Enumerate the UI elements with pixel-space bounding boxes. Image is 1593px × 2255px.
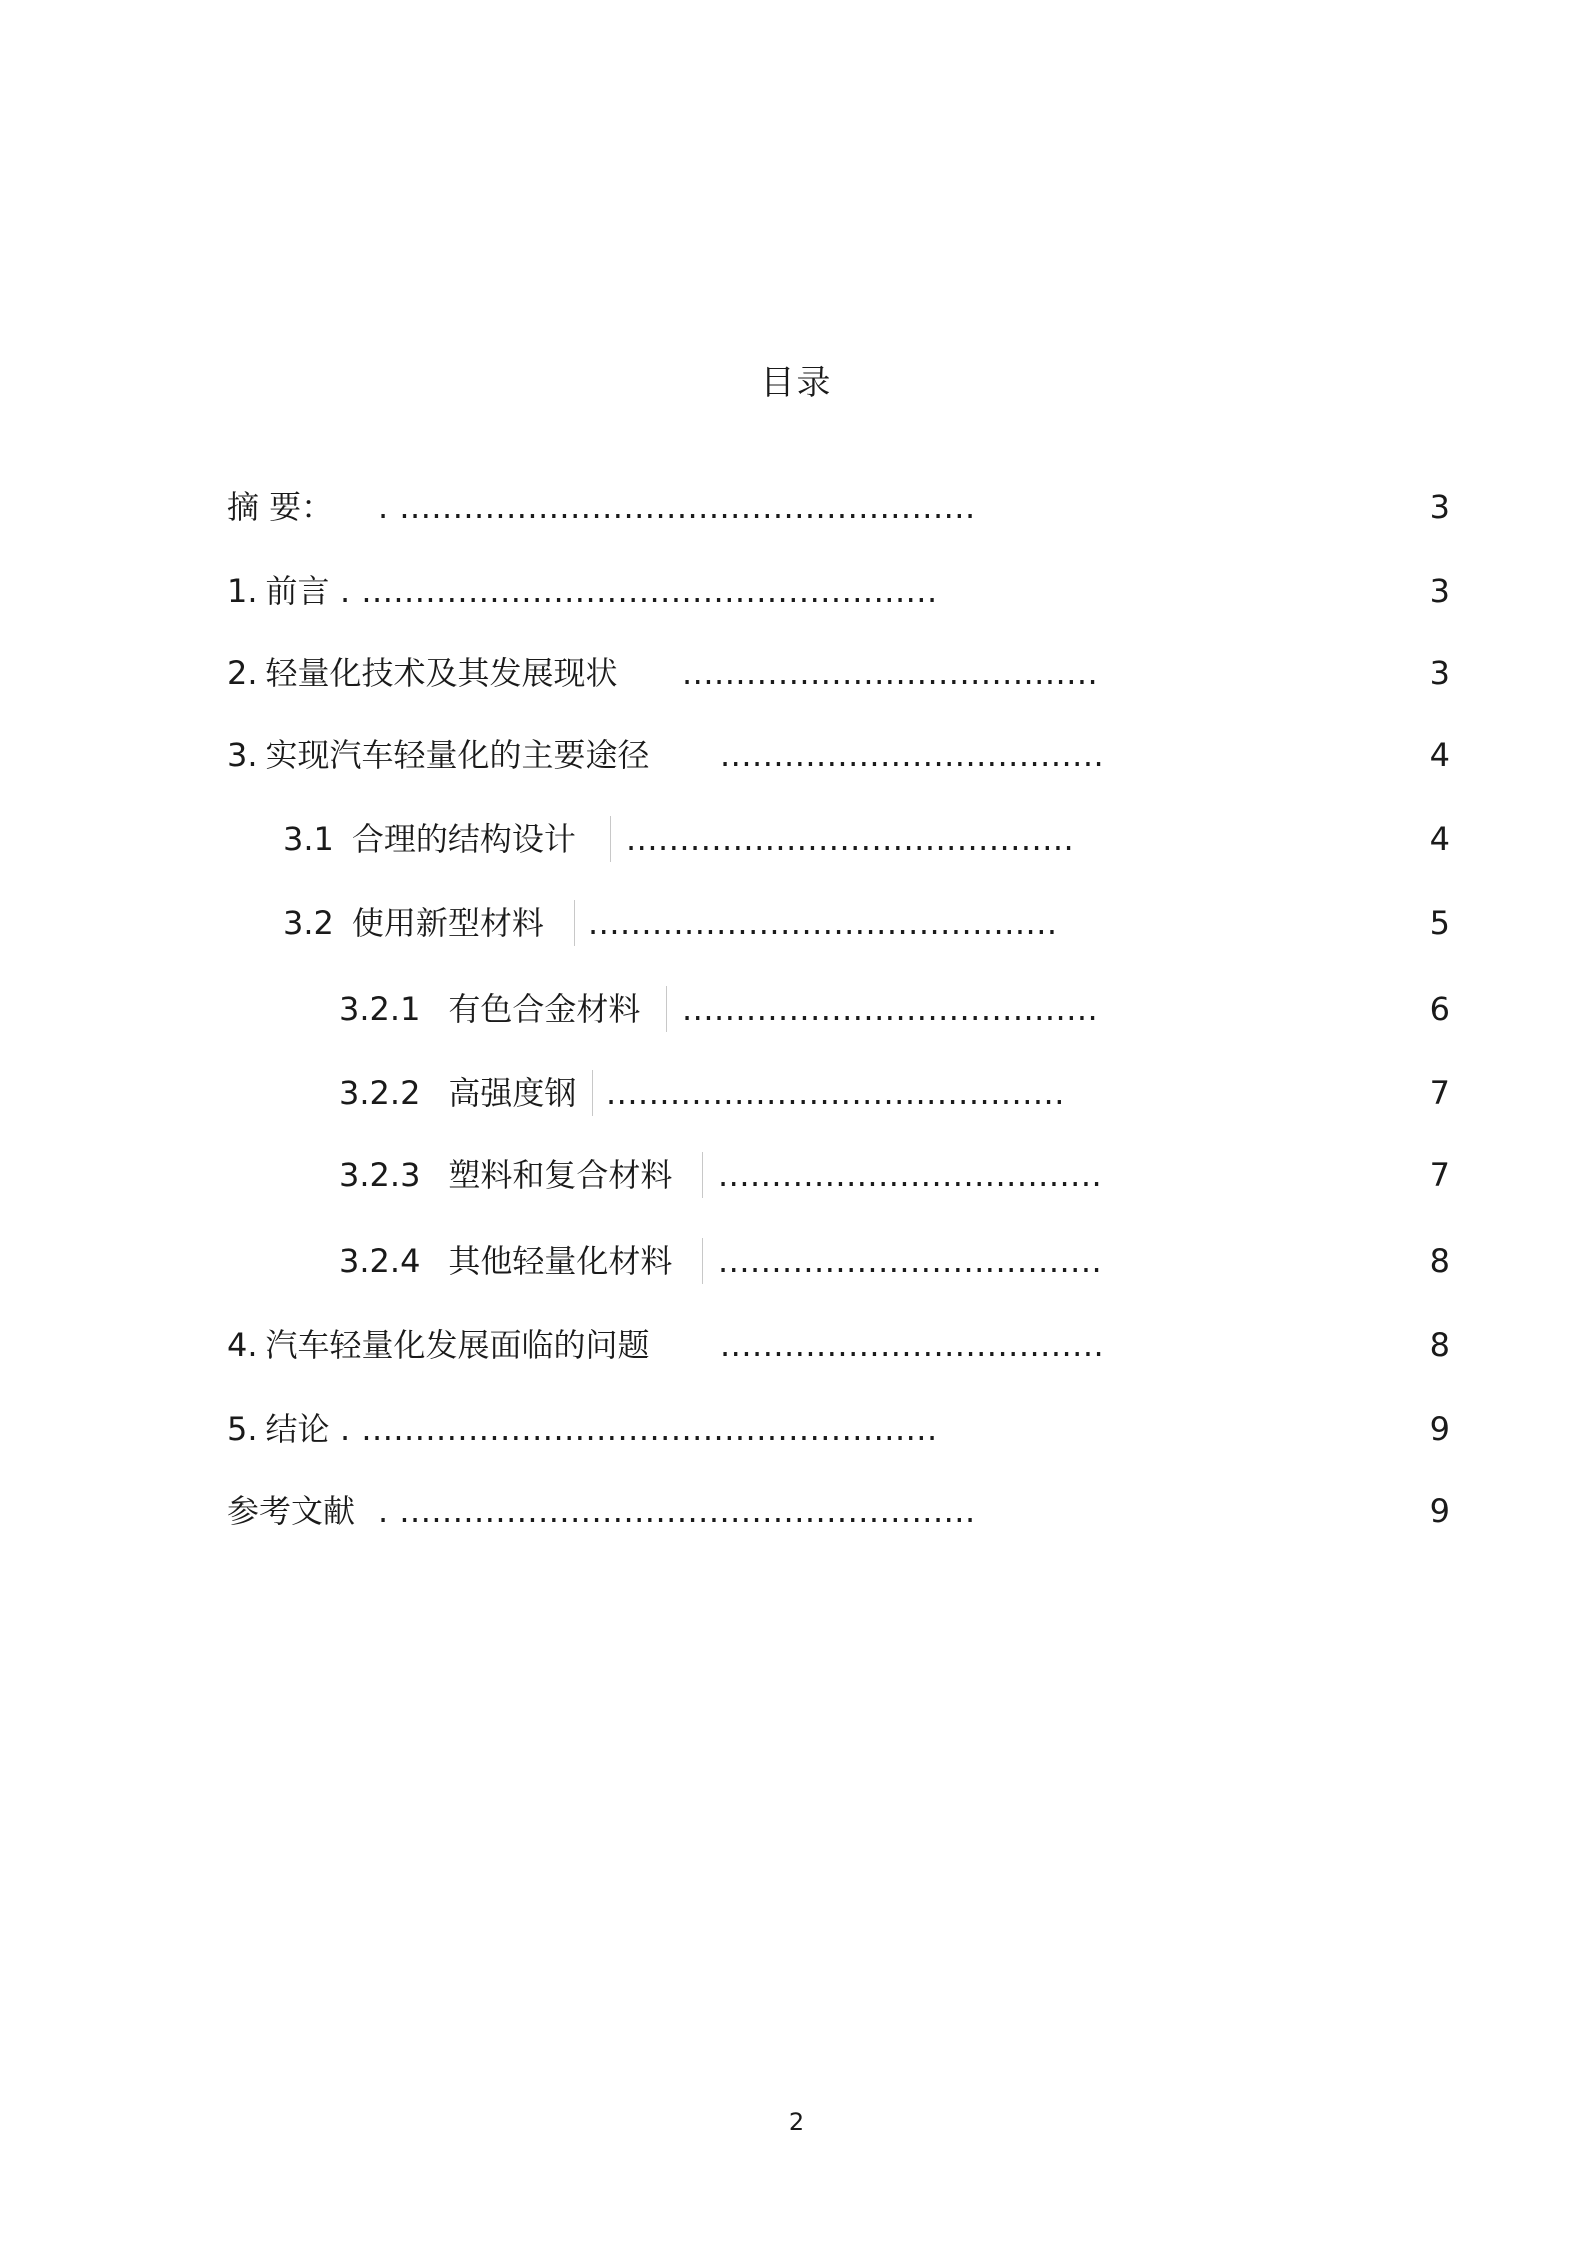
- toc-entry-label: 使用新型材料: [351, 904, 544, 942]
- toc-entry-section-3-2-1[interactable]: [0, 984, 1593, 1034]
- toc-entry-conclusion[interactable]: [0, 1404, 1593, 1454]
- text-cursor-marker: [702, 1152, 703, 1198]
- toc-entry-number: 3.2.2: [339, 1074, 421, 1112]
- toc-leader: ............................................: [588, 904, 1058, 942]
- toc-leader: .......................................: [682, 990, 1099, 1028]
- toc-entry-label: 塑料和复合材料: [448, 1156, 673, 1194]
- toc-leader: . ......................................................: [378, 488, 976, 526]
- toc-entry-number: 3.1: [283, 820, 334, 858]
- toc-entry-number: 3.2.4: [339, 1242, 421, 1280]
- toc-entry-section-3-2-2[interactable]: [0, 1068, 1593, 1118]
- toc-leader: ...........................................: [606, 1074, 1065, 1112]
- toc-entry-section-2[interactable]: [0, 648, 1593, 698]
- toc-leader: . ......................................................: [340, 1410, 938, 1448]
- toc-leader: .......................................: [682, 654, 1099, 692]
- toc-page-number: 6: [1429, 990, 1450, 1028]
- toc-entry-label: 轻量化技术及其发展现状: [265, 654, 618, 692]
- toc-entry-label: 高强度钢: [448, 1074, 577, 1112]
- toc-entry-preface[interactable]: [0, 566, 1593, 616]
- toc-leader: . ......................................................: [340, 572, 938, 610]
- toc-entry-label: 有色合金材料: [448, 990, 641, 1028]
- toc-page-number: 4: [1429, 820, 1450, 858]
- toc-entry-label: 前言: [265, 572, 330, 610]
- toc-page-number: 9: [1429, 1492, 1450, 1530]
- text-cursor-marker: [610, 816, 611, 862]
- toc-leader: . ......................................................: [378, 1492, 976, 1530]
- toc-entry-number: 3.2: [283, 904, 334, 942]
- toc-page-number: 4: [1429, 736, 1450, 774]
- toc-entry-section-3-2[interactable]: [0, 898, 1593, 948]
- toc-leader: ....................................: [718, 1156, 1103, 1194]
- text-cursor-marker: [592, 1070, 593, 1116]
- toc-page-number: 3: [1429, 488, 1450, 526]
- toc-entry-abstract[interactable]: [0, 482, 1593, 532]
- toc-entry-label: 其他轻量化材料: [448, 1242, 673, 1280]
- toc-entry-label: 实现汽车轻量化的主要途径: [265, 736, 650, 774]
- toc-page-number: 7: [1429, 1156, 1450, 1194]
- toc-page-number: 5: [1429, 904, 1450, 942]
- toc-page-number: 7: [1429, 1074, 1450, 1112]
- toc-entry-section-3-2-4[interactable]: [0, 1236, 1593, 1286]
- toc-entry-number: 5.: [227, 1410, 258, 1448]
- toc-page-number: 9: [1429, 1410, 1450, 1448]
- toc-entry-number: 1.: [227, 572, 258, 610]
- text-cursor-marker: [702, 1238, 703, 1284]
- page-title: 目录: [760, 363, 833, 403]
- toc-entry-section-4[interactable]: [0, 1320, 1593, 1370]
- toc-entry-number: 3.2.3: [339, 1156, 421, 1194]
- toc-page-number: 8: [1429, 1242, 1450, 1280]
- toc-entry-section-3-1[interactable]: [0, 814, 1593, 864]
- toc-entry-number: 3.: [227, 736, 258, 774]
- toc-entry-label: 参考文献: [227, 1492, 356, 1530]
- toc-entry-section-3[interactable]: [0, 730, 1593, 780]
- page-number-footer: 2: [788, 2108, 805, 2136]
- toc-entry-number: 3.2.1: [339, 990, 421, 1028]
- toc-entry-number: 2.: [227, 654, 258, 692]
- toc-leader: ..........................................: [626, 820, 1075, 858]
- toc-leader: ....................................: [720, 736, 1105, 774]
- toc-page-number: 8: [1429, 1326, 1450, 1364]
- toc-page-number: 3: [1429, 572, 1450, 610]
- text-cursor-marker: [666, 986, 667, 1032]
- toc-entry-number: 4.: [227, 1326, 258, 1364]
- toc-entry-references[interactable]: [0, 1486, 1593, 1536]
- toc-entry-label: 摘 要：: [227, 488, 334, 526]
- toc-entry-section-3-2-3[interactable]: [0, 1150, 1593, 1200]
- toc-leader: ....................................: [720, 1326, 1105, 1364]
- toc-leader: ....................................: [718, 1242, 1103, 1280]
- toc-page-number: 3: [1429, 654, 1450, 692]
- text-cursor-marker: [574, 900, 575, 946]
- toc-entry-label: 结论: [265, 1410, 330, 1448]
- toc-entry-label: 合理的结构设计: [351, 820, 576, 858]
- toc-entry-label: 汽车轻量化发展面临的问题: [265, 1326, 650, 1364]
